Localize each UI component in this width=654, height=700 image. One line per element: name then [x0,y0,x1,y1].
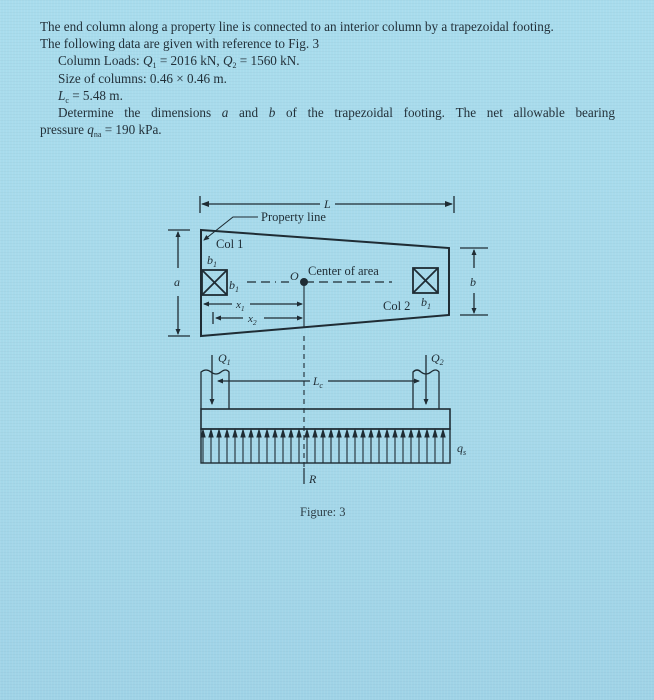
label-qs: $q_s$ [457,441,467,457]
label-b1-col2: $b_1$ [421,295,431,311]
pressure-line: pressure $q_{na} = 190$ kPa. [40,122,162,140]
center-of-area-dot [300,278,308,286]
column-loads: Column Loads: $Q_1 = 2016$ kN, $Q_2 = 1560$ kN. [58,53,300,71]
soil-pressure-arrows [201,430,445,463]
label-col2: Col 2 [383,299,411,313]
label-Lc: $L_c$ [313,376,323,390]
lc-value: $L_c = 5.48$ m. [58,87,123,105]
label-L: L [324,197,331,211]
label-b1-top: $b_1$ [207,253,217,269]
label-b1-side: $b_1$ [229,278,239,294]
label-center-of-area: Center of area [308,264,379,278]
label-Q2: $Q_2$ [431,351,444,367]
intro-line-1: The end column along a property line is connected to an interior column by a trapezoidal footing. [40,19,554,34]
label-b: b [470,275,476,289]
label-x2: $x_2$ [248,313,257,327]
label-R: R [309,472,317,486]
label-x1: $x_1$ [236,299,245,313]
column-2-plan [413,268,438,293]
label-O: O [290,269,299,283]
intro-line-2: The following data are given with reference to Fig. 3 [40,36,320,52]
column-size: Size of columns: 0.46 × 0.46 m. [58,70,227,86]
figure-caption: Figure: 3 [300,505,346,519]
label-col1: Col 1 [216,237,244,251]
footing-elevation [201,409,450,429]
label-Q1: $Q_1$ [218,351,231,367]
label-a: a [174,275,180,289]
column-1-plan [202,270,227,295]
label-property-line: Property line [261,210,326,224]
task-line: Determine the dimensions a and b of the trapezoidal footing. The net allowable bearing [58,105,615,121]
